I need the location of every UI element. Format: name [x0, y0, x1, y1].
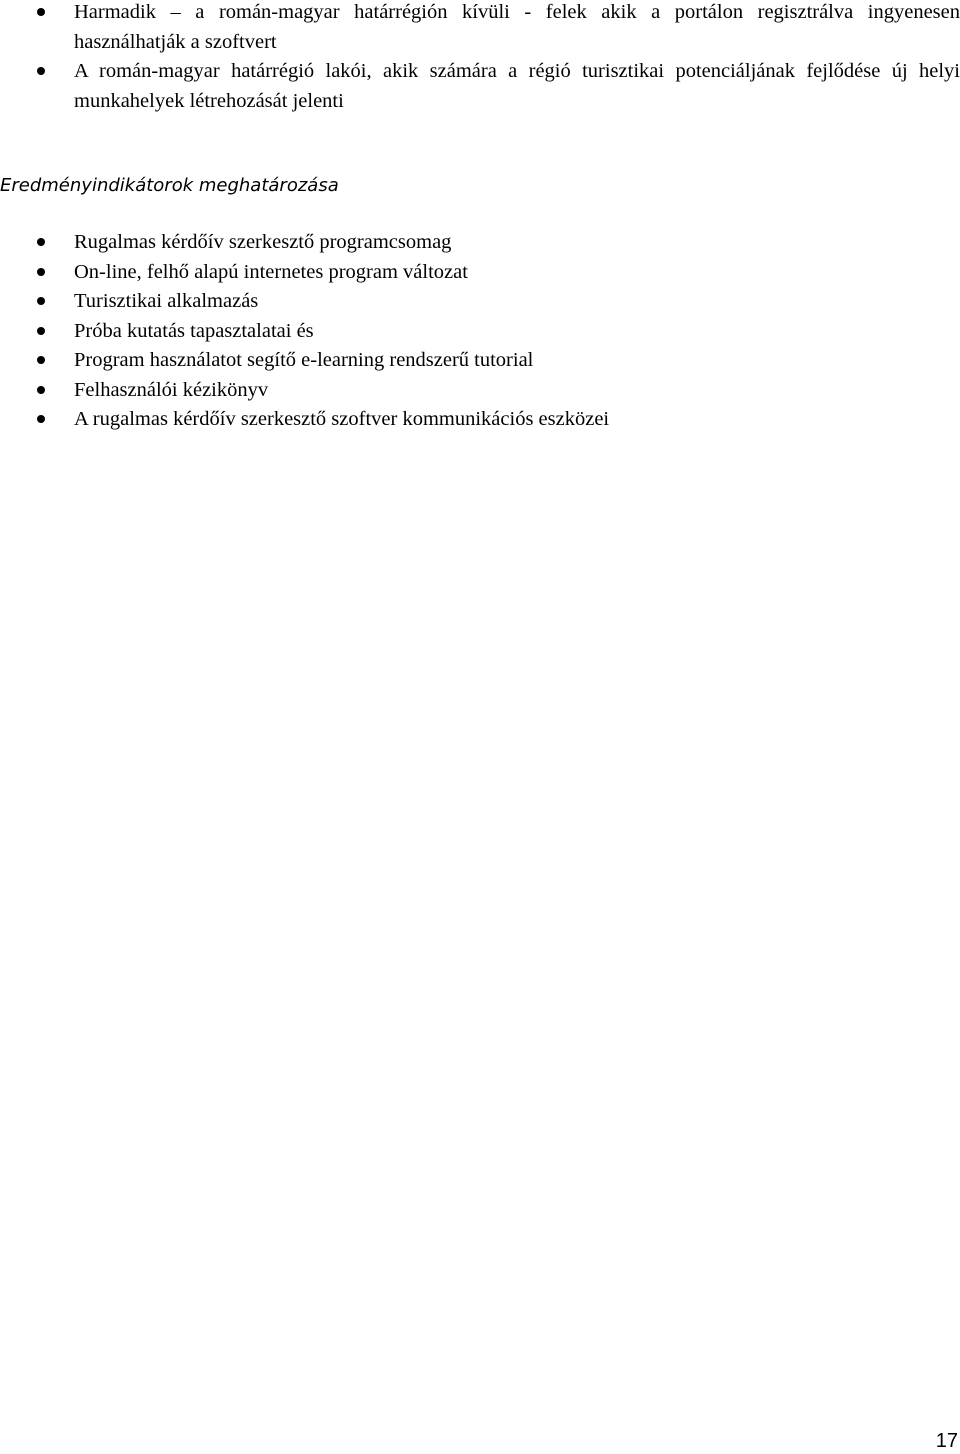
bullet-icon [37, 268, 45, 276]
list-item [0, 228, 960, 258]
list-item [0, 376, 960, 406]
list-item-text: Felhasználói kézikönyv [74, 378, 269, 401]
bullet-icon [37, 67, 45, 75]
list-item-text: A román-magyar határrégió lakói, akik számára a régió turisztikai potenciáljának fejlődése új helyi munkahelyek létrehozását jelenti [74, 60, 960, 112]
bullet-icon [37, 8, 45, 16]
bullet-icon [37, 356, 45, 364]
list-item [0, 287, 960, 317]
list-item-text: Turisztikai alkalmazás [74, 290, 259, 312]
list-item [0, 258, 960, 288]
list-item-text: Harmadik – a román-magyar határrégión kívüli - felek akik a portálon regisztrálva ingyenesen használhatják a szoftvert [74, 1, 960, 53]
list-item-text: Program használatot segítő e-learning rendszerű tutorial [74, 349, 534, 371]
bullet-icon [37, 386, 45, 394]
bullet-icon [37, 297, 45, 305]
page-number: 17 [935, 1430, 958, 1452]
list-item [0, 346, 960, 376]
list-item [0, 0, 960, 57]
bullet-icon [37, 327, 45, 335]
list-item-text: Próba kutatás tapasztalatai és [74, 319, 314, 342]
target-group-list [0, 0, 960, 116]
list-item-text: Rugalmas kérdőív szerkesztő programcsomag [74, 231, 452, 253]
list-item [0, 57, 960, 116]
list-item-text: A rugalmas kérdőív szerkesztő szoftver kommunikációs eszközei [74, 408, 610, 430]
list-item [0, 405, 960, 435]
list-item-text: On-line, felhő alapú internetes program változat [74, 260, 468, 283]
results-list [0, 228, 960, 435]
bullet-icon [37, 415, 45, 423]
bullet-icon [37, 238, 45, 246]
section-heading: Eredményindikátorok meghatározása [0, 175, 339, 196]
list-item [0, 317, 960, 347]
